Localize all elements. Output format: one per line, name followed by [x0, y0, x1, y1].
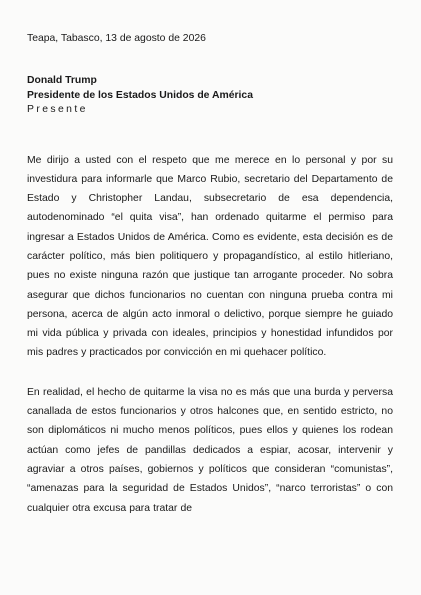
recipient-title: Presidente de los Estados Unidos de América [27, 89, 253, 101]
recipient-name: Donald Trump [27, 75, 97, 86]
recipient-block [27, 74, 393, 118]
recipient-present: Presente [27, 104, 88, 115]
date-line: Teapa, Tabasco, 13 de agosto de 2026 [27, 33, 206, 44]
body-paragraph-1: Me dirijo a usted con el respeto que me merece en lo personal y por su investidura para informarle que Marco Rubio, secretario del Departamento de Estado y Christopher Landau, subsecretario de esa dependencia, autodenominado “el quita visa”, han ordenado quitarme el permiso para ingresar a Estados Unidos de América. Como es evidente, esta decisión es de carácter político, más bien politiquero y propagandístico, al estilo hitleriano, pues no existe ninguna razón que justique tan arrogante proceder. No sobra asegurar que dichos funcionarios no cuentan con ninguna prueba contra mi persona, acerca de algún acto inmoral o delictivo, porque siempre he guiado mi vida pública y privada con ideales, principios y honestidad infundidos por mis padres y practicados por convicción en mi quehacer político. [27, 154, 393, 359]
body-paragraph-2: En realidad, el hecho de quitarme la visa no es más que una burda y perversa canallada de estos funcionarios y otros halcones que, en sentido estricto, no son diplomáticos ni mucho menos políticos, pues ellos y quienes los rodean actúan como jefes de pandillas dedicados a espiar, acosar, intervenir y agraviar a otros países, gobiernos y políticos que consideran “comunistas”, “amenazas para la seguridad de Estados Unidos”, “narco terroristas” o con cualquier otra excusa para tratar de [27, 386, 393, 514]
